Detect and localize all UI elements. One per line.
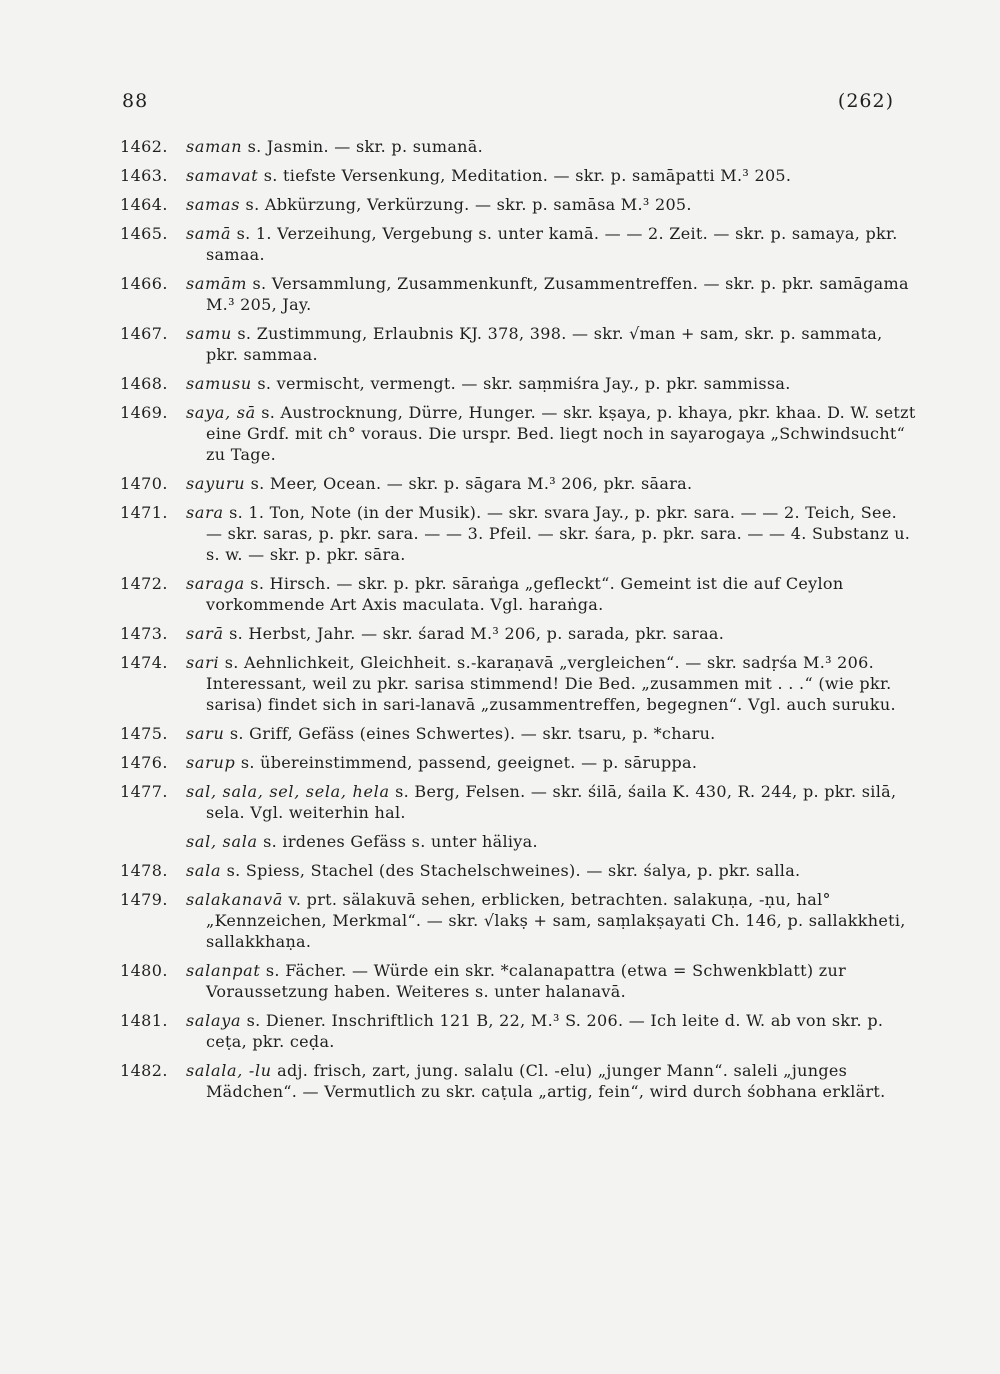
entry-number: 1464.: [120, 195, 168, 214]
headword: salakanavā: [186, 890, 284, 909]
entry-text: s. Meer, Ocean. — skr. p. sāgara M.³ 206, pkr. sāara.: [245, 474, 693, 493]
entry-text: s. Zustimmung, Erlaubnis KJ. 378, 398. — skr. √man + sam, skr. p. sammata, pkr. sammaa.: [206, 324, 883, 364]
dictionary-entry: [0, 323, 1000, 365]
entry-number: 1473.: [120, 624, 168, 643]
dictionary-entry: [0, 723, 1000, 744]
entry-text: s. 1. Ton, Note (in der Musik). — skr. svara Jay., p. pkr. sara. — — 2. Teich, See. — skr. saras, p. pkr. sara. — — 3. Pfeil. — skr. śara, p. pkr. sara. — — 4. Substanz u. s. w. — skr. p. pkr. sāra.: [206, 503, 911, 564]
entry-body: [186, 573, 918, 615]
headword: samavat: [186, 166, 259, 185]
headword: sarā: [186, 624, 224, 643]
entry-body: [186, 373, 918, 394]
dictionary-entry: [0, 502, 1000, 565]
dictionary-entry: [0, 573, 1000, 615]
entry-body: [186, 1010, 918, 1052]
headword: saru: [186, 724, 225, 743]
headword: sal, sala, sel, sela, hela: [186, 782, 390, 801]
entry-body: [186, 136, 918, 157]
dictionary-entry: [0, 860, 1000, 881]
entry-body: [186, 831, 918, 852]
entry-body: [186, 960, 918, 1002]
headword: samusu: [186, 374, 252, 393]
entry-number: 1482.: [120, 1061, 168, 1080]
headword: samas: [186, 195, 241, 214]
headword: salanpat: [186, 961, 261, 980]
entry-number: 1475.: [120, 724, 168, 743]
entry-number: 1481.: [120, 1011, 168, 1030]
entry-body: [186, 273, 918, 315]
entry-number: 1472.: [120, 574, 168, 593]
headword: sal, sala: [186, 832, 258, 851]
entry-text: s. Berg, Felsen. — skr. śilā, śaila K. 430, R. 244, p. pkr. silā, sela. Vgl. weiterhin hal.: [206, 782, 897, 822]
dictionary-entry: [0, 960, 1000, 1002]
dictionary-entry: [0, 889, 1000, 952]
entry-number: 1465.: [120, 224, 168, 243]
headword: sari: [186, 653, 220, 672]
entry-body: [186, 502, 918, 565]
dictionary-entry: [0, 402, 1000, 465]
headword: samu: [186, 324, 233, 343]
entry-body: [186, 623, 918, 644]
page-header: [122, 90, 894, 120]
entry-number: 1478.: [120, 861, 168, 880]
headword: sara: [186, 503, 224, 522]
entry-text: s. tiefste Versenkung, Meditation. — skr. p. samāpatti M.³ 205.: [258, 166, 792, 185]
entry-body: [186, 781, 918, 823]
entry-text: s. Versammlung, Zusammenkunft, Zusammentreffen. — skr. p. pkr. samāgama M.³ 205, Jay.: [206, 274, 909, 314]
dictionary-entry: [0, 373, 1000, 394]
entry-number: 1462.: [120, 137, 168, 156]
entry-body: [186, 1060, 918, 1102]
entry-body: [186, 860, 918, 881]
entry-text: s. Herbst, Jahr. — skr. śarad M.³ 206, p. sarada, pkr. saraa.: [223, 624, 725, 643]
entry-text: s. vermischt, vermengt. — skr. saṃmiśra Jay., p. pkr. sammissa.: [251, 374, 791, 393]
entry-text: s. übereinstimmend, passend, geeignet. — p. sāruppa.: [235, 753, 698, 772]
entry-text: s. Diener. Inschriftlich 121 B, 22, M.³ S. 206. — Ich leite d. W. ab von skr. p. ceṭa, pkr. ceḍa.: [206, 1011, 884, 1051]
dictionary-entry: [0, 623, 1000, 644]
page-number: 88: [122, 90, 149, 112]
entry-number: 1480.: [120, 961, 168, 980]
headword: saya, sā: [186, 403, 256, 422]
dictionary-entry: [0, 752, 1000, 773]
entry-text: s. Hirsch. — skr. p. pkr. sāraṅga „gefleckt“. Gemeint ist die auf Ceylon vorkommende Art Axis maculata. Vgl. haraṅga.: [206, 574, 844, 614]
entry-body: [186, 752, 918, 773]
entry-number: 1463.: [120, 166, 168, 185]
headword: salala, -lu: [186, 1061, 272, 1080]
dictionary-entry: [0, 194, 1000, 215]
dictionary-entry: [0, 136, 1000, 157]
entry-text: s. Fächer. — Würde ein skr. *calanapattra (etwa = Schwenkblatt) zur Voraussetzung haben. Weiteres s. unter halanavā.: [206, 961, 847, 1001]
headword: saman: [186, 137, 243, 156]
entry-text: s. Griff, Gefäss (eines Schwertes). — skr. tsaru, p. *charu.: [224, 724, 716, 743]
entry-body: [186, 402, 918, 465]
entry-body: [186, 473, 918, 494]
dictionary-entry: [0, 165, 1000, 186]
entry-number: 1471.: [120, 503, 168, 522]
entry-number: 1474.: [120, 653, 168, 672]
entry-body: [186, 723, 918, 744]
entry-number: 1476.: [120, 753, 168, 772]
entry-text: s. Aehnlichkeit, Gleichheit. s.-karaṇavā „vergleichen“. — skr. sadṛśa M.³ 206. Interessant, weil zu pkr. sarisa stimmend! Die Bed. „zusammen mit . . .“ (wie pkr. sarisa) findet sich in sari-lanavā „zusammentreffen, begegnen“. Vgl. auch suruku.: [206, 653, 896, 714]
dictionary-entry: [0, 1010, 1000, 1052]
page-reference: (262): [837, 90, 894, 112]
entry-number: 1470.: [120, 474, 168, 493]
entry-body: [186, 889, 918, 952]
dictionary-entry: [0, 223, 1000, 265]
entry-text: s. Jasmin. — skr. p. sumanā.: [242, 137, 483, 156]
headword: samām: [186, 274, 248, 293]
headword: samā: [186, 224, 232, 243]
dictionary-entry: [0, 781, 1000, 823]
headword: sayuru: [186, 474, 246, 493]
entry-number: 1479.: [120, 890, 168, 909]
headword: sarup: [186, 753, 236, 772]
entry-text: adj. frisch, zart, jung. salalu (Cl. -elu) „junger Mann“. saleli „junges Mädchen“. — Vermutlich zu skr. caṭula „artig, fein“, wird durch śobhana erklärt.: [206, 1061, 886, 1101]
entry-list: [0, 136, 1000, 1110]
entry-body: [186, 165, 918, 186]
headword: salaya: [186, 1011, 242, 1030]
entry-body: [186, 194, 918, 215]
entry-text: s. Abkürzung, Verkürzung. — skr. p. samāsa M.³ 205.: [240, 195, 692, 214]
headword: saraga: [186, 574, 245, 593]
entry-number: 1467.: [120, 324, 168, 343]
entry-text: s. irdenes Gefäss s. unter häliya.: [257, 832, 538, 851]
entry-text: s. Spiess, Stachel (des Stachelschweines). — skr. śalya, p. pkr. salla.: [221, 861, 801, 880]
entry-body: [186, 652, 918, 715]
dictionary-entry: [0, 652, 1000, 715]
entry-body: [186, 323, 918, 365]
dictionary-entry: [0, 831, 1000, 852]
headword: sala: [186, 861, 222, 880]
entry-text: s. 1. Verzeihung, Vergebung s. unter kamā. — — 2. Zeit. — skr. p. samaya, pkr. samaa.: [206, 224, 898, 264]
dictionary-entry: [0, 473, 1000, 494]
entry-number: 1468.: [120, 374, 168, 393]
dictionary-entry: [0, 1060, 1000, 1102]
entry-text: v. prt. sälakuvā sehen, erblicken, betrachten. salakuṇa, -ṇu, hal° „Kennzeichen, Merkmal“. — skr. √lakṣ + sam, saṃlakṣayati Ch. 146, p. sallakkheti, sallakkhaṇa.: [206, 890, 906, 951]
entry-body: [186, 223, 918, 265]
dictionary-entry: [0, 273, 1000, 315]
entry-number: 1466.: [120, 274, 168, 293]
entry-text: s. Austrocknung, Dürre, Hunger. — skr. kṣaya, p. khaya, pkr. khaa. D. W. setzt eine Grdf. mit ch° voraus. Die urspr. Bed. liegt noch in sayarogaya „Schwindsucht“ zu Tage.: [206, 403, 916, 464]
entry-number: 1469.: [120, 403, 168, 422]
entry-number: 1477.: [120, 782, 168, 801]
